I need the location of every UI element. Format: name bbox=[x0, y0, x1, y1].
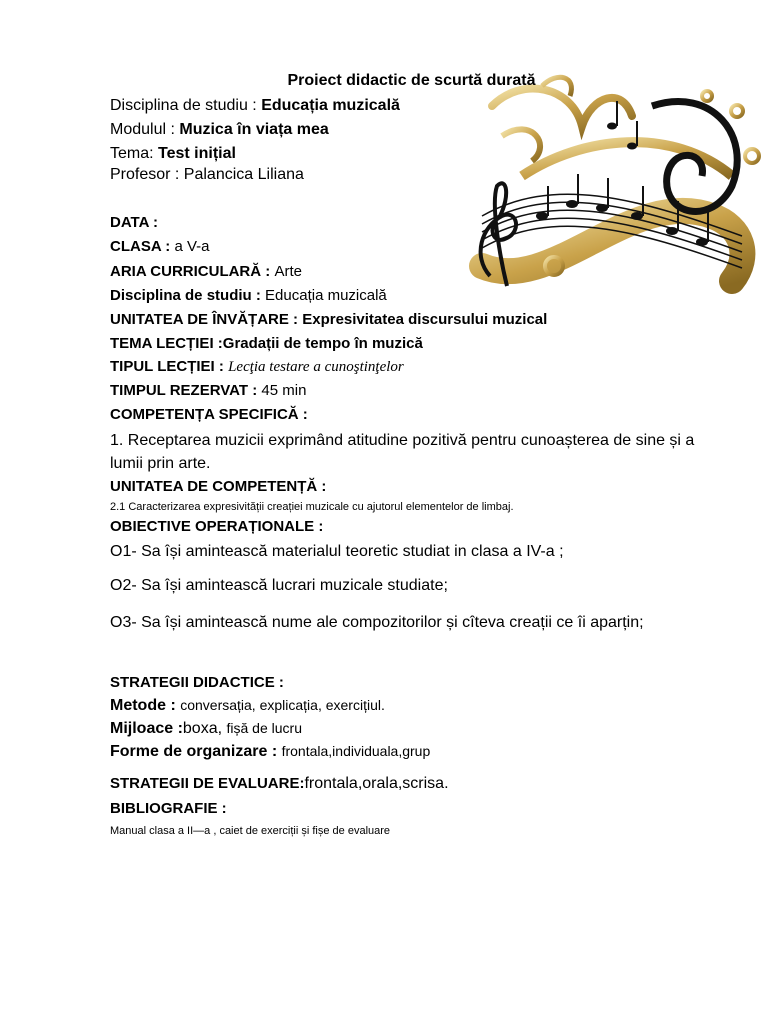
obiectiv-o3: O3- Sa își amintească nume ale compozitorilor și cîteva creații ce îi aparțin; bbox=[110, 614, 644, 631]
obiectiv-o2: O2- Sa își amintească lucrari muzicale studiate; bbox=[110, 577, 448, 594]
obiective-label: OBIECTIVE OPERAȚIONALE : bbox=[110, 518, 324, 535]
unitatea-invatare: UNITATEA DE ÎNVĂȚARE : Expresivitatea discursului muzical bbox=[110, 311, 548, 328]
tema-lectiei: TEMA LECȚIEI :Gradații de tempo în muzică bbox=[110, 335, 423, 352]
data-label: DATA : bbox=[110, 214, 159, 231]
header-profesor: Profesor : Palancica Liliana bbox=[110, 166, 304, 183]
music-notes-illustration bbox=[462, 66, 762, 306]
competenta-text: 1. Receptarea muzicii exprimând atitudine pozitivă pentru cunoașterea de sine și a lumii prin arte. bbox=[110, 432, 695, 472]
timpul-rezervat: TIMPUL REZERVAT : 45 min bbox=[110, 382, 307, 399]
strategii-evaluare-line: STRATEGII DE EVALUARE:frontala,orala,scrisa. bbox=[110, 775, 449, 792]
competenta-label: COMPETENȚA SPECIFICĂ : bbox=[110, 406, 308, 423]
header-modulul: Modulul : Muzica în viața mea bbox=[110, 121, 329, 138]
obiectiv-o1: O1- Sa își amintească materialul teoretic studiat in clasa a IV-a ; bbox=[110, 543, 564, 560]
unitatea-competenta-label: UNITATEA DE COMPETENȚĂ : bbox=[110, 478, 327, 495]
aria-line: ARIA CURRICULARĂ : Arte bbox=[110, 263, 302, 280]
bibliografie-text: Manual clasa a II—a , caiet de exerciții și fișe de evaluare bbox=[110, 825, 391, 837]
tipul-lectiei: TIPUL LECȚIEI : Lecţia testare a cunoştinţelor bbox=[110, 358, 404, 375]
unitatea-competenta-text: 2.1 Caracterizarea expresivității creației muzicale cu ajutorul elementelor de limbaj. bbox=[110, 501, 514, 513]
disciplina-line: Disciplina de studiu : Educația muzicală bbox=[110, 287, 387, 304]
mijloace-line: Mijloace :boxa, fișă de lucru bbox=[110, 720, 302, 737]
clasa-line: CLASA : a V-a bbox=[110, 238, 210, 255]
header-disciplina: Disciplina de studiu : Educația muzicală bbox=[110, 97, 400, 114]
forme-organizare-line: Forme de organizare : frontala,individuala,grup bbox=[110, 743, 431, 760]
header-tema: Tema: Test inițial bbox=[110, 145, 236, 162]
document-title: Proiect didactic de scurtă durată bbox=[287, 72, 536, 89]
strategii-didactice-label: STRATEGII DIDACTICE : bbox=[110, 674, 284, 691]
bibliografie-label: BIBLIOGRAFIE : bbox=[110, 800, 227, 817]
metode-line: Metode : conversația, explicația, exercițiul. bbox=[110, 697, 385, 714]
